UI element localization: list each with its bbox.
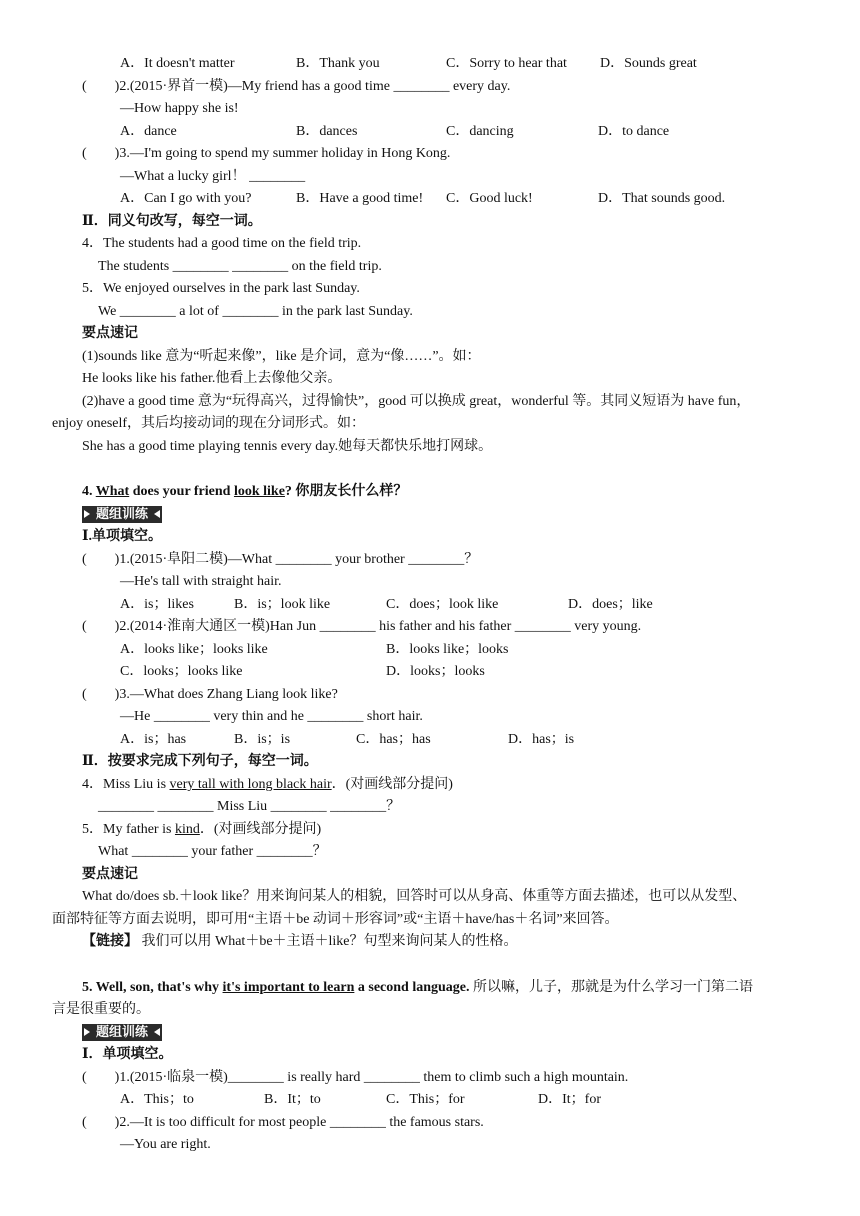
option-d: D．looks；looks (386, 664, 485, 679)
triangle-right-icon (84, 1028, 90, 1036)
section-heading: 4. What does your friend look like? 你朋友长什么样？ (82, 484, 408, 499)
notes-title: 要点速记 (82, 867, 138, 882)
option-d: D．It；for (538, 1092, 601, 1107)
option-b: B．looks like；looks (386, 642, 509, 657)
question-line: What ________ your father ________？ (98, 844, 327, 859)
option-b: B．is；look like (234, 597, 331, 612)
question-line: ( )1.(2015·临泉一模)________ is really hard ________ them to climb such a high mountain. (82, 1070, 629, 1085)
question-line: ( )2.—It is too difficult for most people ________ the famous stars. (82, 1115, 484, 1130)
triangle-left-icon (154, 510, 160, 518)
question-line: ( )1.(2015·阜阳二模)—What ________ your brother ________？ (82, 552, 479, 567)
option-d: D．Sounds great (600, 56, 697, 71)
question-line: 5．We enjoyed ourselves in the park last Sunday. (82, 281, 360, 296)
question-line: —He's tall with straight hair. (120, 574, 282, 589)
question-line: —He ________ very thin and he ________ short hair. (120, 709, 423, 724)
option-b: B．Thank you (296, 56, 380, 71)
option-a: A．Can I go with you? (120, 191, 252, 206)
option-c: C．has；has (356, 732, 431, 747)
question-line: ( )2.(2015·界首一模)—My friend has a good time ________ every day. (82, 79, 511, 94)
question-line: ________ ________ Miss Liu ________ ________？ (98, 799, 401, 814)
question-line: The students ________ ________ on the field trip. (98, 259, 382, 274)
part-heading: Ⅰ.单项填空。 (82, 529, 163, 544)
question-line: We ________ a lot of ________ in the park last Sunday. (98, 304, 413, 319)
option-d: D．to dance (598, 124, 670, 139)
note-text: 【链接】 我们可以用 What＋be＋主语＋like？句型来询问某人的性格。 (82, 934, 518, 949)
option-b: B．is；is (234, 732, 291, 747)
option-a: A．is；has (120, 732, 187, 747)
option-b: B．dances (296, 124, 358, 139)
question-line: —You are right. (120, 1137, 211, 1152)
part-heading: Ⅱ．同义句改写，每空一词。 (82, 214, 262, 229)
link-label: 【链接】 (82, 934, 138, 949)
option-d: D．That sounds good. (598, 191, 726, 206)
question-line: —What a lucky girl！ ________ (120, 169, 306, 184)
question-line: —How happy she is! (120, 101, 239, 116)
question-line: ( )3.—What does Zhang Liang look like? (82, 687, 338, 702)
option-d: D．does；like (568, 597, 653, 612)
option-a: A．dance (120, 124, 177, 139)
option-a: A．looks like；looks like (120, 642, 268, 657)
triangle-right-icon (84, 510, 90, 518)
option-c: C．looks；looks like (120, 664, 243, 679)
question-line: 4．Miss Liu is very tall with long black hair．(对画线部分提问) (82, 777, 453, 792)
option-a: A．It doesn't matter (120, 56, 235, 71)
note-text: enjoy oneself，其后均接动词的现在分词形式。如： (52, 416, 366, 431)
option-a: A．is；likes (120, 597, 194, 612)
option-c: C．does；look like (386, 597, 499, 612)
question-line: 5．My father is kind．(对画线部分提问) (82, 822, 322, 837)
part-heading: Ⅰ．单项填空。 (82, 1047, 173, 1062)
underlined-phrase: very tall with long black hair (169, 777, 332, 792)
question-line: ( )2.(2014·淮南大通区一模)Han Jun ________ his father and his father ________ very young. (82, 619, 642, 634)
triangle-left-icon (154, 1028, 160, 1036)
note-text: 面部特征等方面去说明，即可用“主语＋be 动词＋形容词”或“主语＋have/has＋名词”来回答。 (52, 912, 619, 927)
question-line: ( )3.—I'm going to spend my summer holiday in Hong Kong. (82, 146, 451, 161)
part-heading: Ⅱ．按要求完成下列句子，每空一词。 (82, 754, 318, 769)
note-text: (2)have a good time 意为“玩得高兴，过得愉快”，good 可以换成 great，wonderful 等。其同义短语为 have fun， (82, 394, 751, 409)
underlined-word: look like (233, 484, 285, 499)
exercise-tag: 题组训练 (82, 506, 162, 523)
option-b: B．Have a good time! (296, 191, 424, 206)
underlined-word: What (95, 484, 130, 499)
section-heading: 5. Well, son, that's why it's important to learn a second language. 所以嘛，儿子，那就是为什么学习一门第二语 (82, 980, 753, 995)
option-a: A．This；to (120, 1092, 194, 1107)
note-text: (1)sounds like 意为“听起来像”，like 是介词，意为“像……”。如： (82, 349, 481, 364)
option-d: D．has；is (508, 732, 575, 747)
section-heading-cont: 言是很重要的。 (52, 1002, 150, 1017)
question-line: 4．The students had a good time on the field trip. (82, 236, 362, 251)
notes-title: 要点速记 (82, 326, 138, 341)
note-text: He looks like his father.他看上去像他父亲。 (82, 371, 342, 386)
option-c: C．This；for (386, 1092, 465, 1107)
option-c: C．Sorry to hear that (446, 56, 567, 71)
note-text: She has a good time playing tennis every day.她每天都快乐地打网球。 (82, 439, 493, 454)
option-c: C．dancing (446, 124, 514, 139)
underlined-phrase: it's important to learn (222, 980, 355, 995)
exercise-tag: 题组训练 (82, 1024, 162, 1041)
option-c: C．Good luck! (446, 191, 533, 206)
note-text: What do/does sb.＋look like？用来询问某人的相貌，回答时可以从身高、体重等方面去描述，也可以从发型、 (82, 889, 747, 904)
underlined-word: kind (174, 822, 200, 837)
option-b: B．It；to (264, 1092, 321, 1107)
